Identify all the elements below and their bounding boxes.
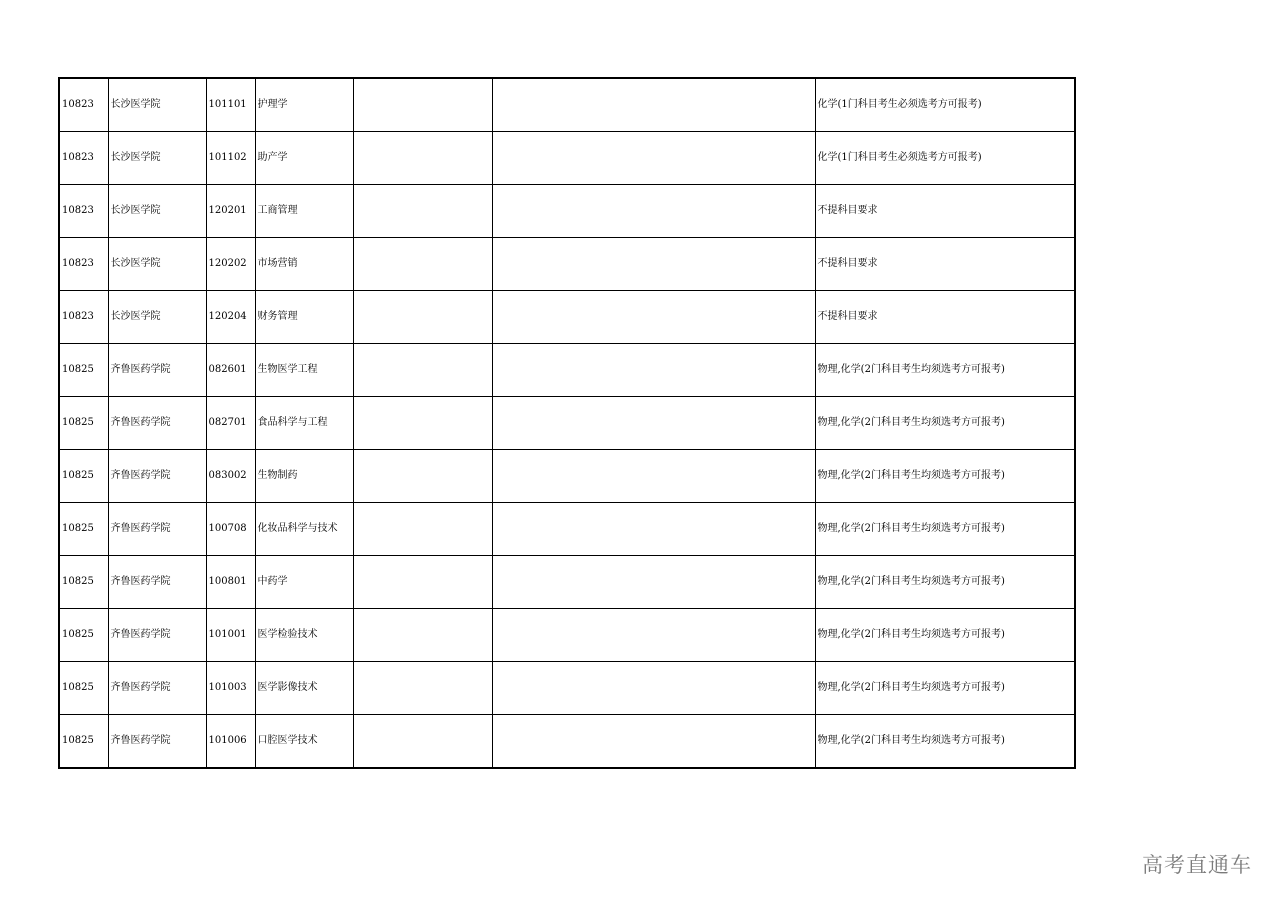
major-code-cell: 101001 (206, 609, 255, 662)
major-name-cell: 食品科学与工程 (255, 397, 353, 450)
school-code-cell: 10825 (59, 344, 108, 397)
blank-cell-5 (353, 503, 492, 556)
blank-cell-6 (492, 344, 815, 397)
blank-cell-6 (492, 132, 815, 185)
major-name-cell: 生物制药 (255, 450, 353, 503)
school-name-cell: 齐鲁医药学院 (108, 503, 206, 556)
blank-cell-6 (492, 556, 815, 609)
blank-cell-6 (492, 609, 815, 662)
school-name-cell: 长沙医学院 (108, 238, 206, 291)
school-name-cell: 齐鲁医药学院 (108, 715, 206, 769)
blank-cell-5 (353, 715, 492, 769)
subject-requirements-table (58, 77, 1076, 769)
major-code-cell: 082701 (206, 397, 255, 450)
major-name-cell: 中药学 (255, 556, 353, 609)
major-code-cell: 120204 (206, 291, 255, 344)
major-code-cell: 101102 (206, 132, 255, 185)
major-name-cell: 助产学 (255, 132, 353, 185)
blank-cell-5 (353, 556, 492, 609)
table-body (59, 78, 1075, 768)
school-code-cell: 10825 (59, 450, 108, 503)
table-row (59, 185, 1075, 238)
major-code-cell: 120201 (206, 185, 255, 238)
table-row (59, 132, 1075, 185)
major-name-cell: 化妆品科学与技术 (255, 503, 353, 556)
school-code-cell: 10825 (59, 556, 108, 609)
table-row (59, 609, 1075, 662)
major-code-cell: 083002 (206, 450, 255, 503)
major-code-cell: 101006 (206, 715, 255, 769)
major-name-cell: 口腔医学技术 (255, 715, 353, 769)
blank-cell-5 (353, 291, 492, 344)
major-name-cell: 医学影像技术 (255, 662, 353, 715)
subject-requirement-cell: 物理,化学(2门科目考生均须选考方可报考) (815, 503, 1075, 556)
school-name-cell: 齐鲁医药学院 (108, 609, 206, 662)
blank-cell-5 (353, 185, 492, 238)
blank-cell-5 (353, 450, 492, 503)
table-row (59, 397, 1075, 450)
school-name-cell: 齐鲁医药学院 (108, 662, 206, 715)
major-code-cell: 101003 (206, 662, 255, 715)
major-name-cell: 工商管理 (255, 185, 353, 238)
subject-requirement-cell: 不提科目要求 (815, 238, 1075, 291)
blank-cell-6 (492, 503, 815, 556)
blank-cell-6 (492, 397, 815, 450)
school-code-cell: 10823 (59, 132, 108, 185)
table-row (59, 503, 1075, 556)
table-row (59, 450, 1075, 503)
school-code-cell: 10825 (59, 662, 108, 715)
subject-requirement-cell: 物理,化学(2门科目考生均须选考方可报考) (815, 344, 1075, 397)
school-name-cell: 齐鲁医药学院 (108, 344, 206, 397)
school-code-cell: 10823 (59, 78, 108, 132)
blank-cell-5 (353, 609, 492, 662)
major-code-cell: 101101 (206, 78, 255, 132)
school-code-cell: 10823 (59, 185, 108, 238)
table-row (59, 291, 1075, 344)
school-name-cell: 齐鲁医药学院 (108, 556, 206, 609)
blank-cell-6 (492, 291, 815, 344)
blank-cell-5 (353, 344, 492, 397)
major-code-cell: 100801 (206, 556, 255, 609)
table-row (59, 238, 1075, 291)
blank-cell-5 (353, 238, 492, 291)
school-name-cell: 齐鲁医药学院 (108, 397, 206, 450)
blank-cell-6 (492, 78, 815, 132)
blank-cell-6 (492, 238, 815, 291)
major-name-cell: 护理学 (255, 78, 353, 132)
school-code-cell: 10825 (59, 609, 108, 662)
blank-cell-5 (353, 132, 492, 185)
major-name-cell: 财务管理 (255, 291, 353, 344)
school-code-cell: 10823 (59, 291, 108, 344)
blank-cell-6 (492, 662, 815, 715)
major-code-cell: 082601 (206, 344, 255, 397)
subject-requirement-cell: 化学(1门科目考生必须选考方可报考) (815, 132, 1075, 185)
school-code-cell: 10825 (59, 397, 108, 450)
subject-requirement-cell: 物理,化学(2门科目考生均须选考方可报考) (815, 556, 1075, 609)
table-row (59, 662, 1075, 715)
major-code-cell: 100708 (206, 503, 255, 556)
blank-cell-6 (492, 450, 815, 503)
school-code-cell: 10825 (59, 715, 108, 769)
table-row (59, 344, 1075, 397)
major-name-cell: 生物医学工程 (255, 344, 353, 397)
blank-cell-6 (492, 185, 815, 238)
subject-requirement-cell: 物理,化学(2门科目考生均须选考方可报考) (815, 715, 1075, 769)
subject-requirement-cell: 物理,化学(2门科目考生均须选考方可报考) (815, 609, 1075, 662)
subject-requirement-cell: 不提科目要求 (815, 291, 1075, 344)
school-name-cell: 长沙医学院 (108, 185, 206, 238)
blank-cell-5 (353, 78, 492, 132)
blank-cell-5 (353, 662, 492, 715)
subject-requirement-cell: 物理,化学(2门科目考生均须选考方可报考) (815, 450, 1075, 503)
table-row (59, 556, 1075, 609)
subject-requirement-cell: 不提科目要求 (815, 185, 1075, 238)
major-name-cell: 医学检验技术 (255, 609, 353, 662)
subject-requirement-cell: 物理,化学(2门科目考生均须选考方可报考) (815, 397, 1075, 450)
school-code-cell: 10825 (59, 503, 108, 556)
school-name-cell: 齐鲁医药学院 (108, 450, 206, 503)
blank-cell-6 (492, 715, 815, 769)
subject-requirement-cell: 化学(1门科目考生必须选考方可报考) (815, 78, 1075, 132)
school-name-cell: 长沙医学院 (108, 291, 206, 344)
school-name-cell: 长沙医学院 (108, 132, 206, 185)
table-row (59, 715, 1075, 769)
major-name-cell: 市场营销 (255, 238, 353, 291)
school-name-cell: 长沙医学院 (108, 78, 206, 132)
major-code-cell: 120202 (206, 238, 255, 291)
subject-requirement-cell: 物理,化学(2门科目考生均须选考方可报考) (815, 662, 1075, 715)
school-code-cell: 10823 (59, 238, 108, 291)
table-row (59, 78, 1075, 132)
blank-cell-5 (353, 397, 492, 450)
watermark-logo: 高考直通车 (1142, 853, 1252, 877)
